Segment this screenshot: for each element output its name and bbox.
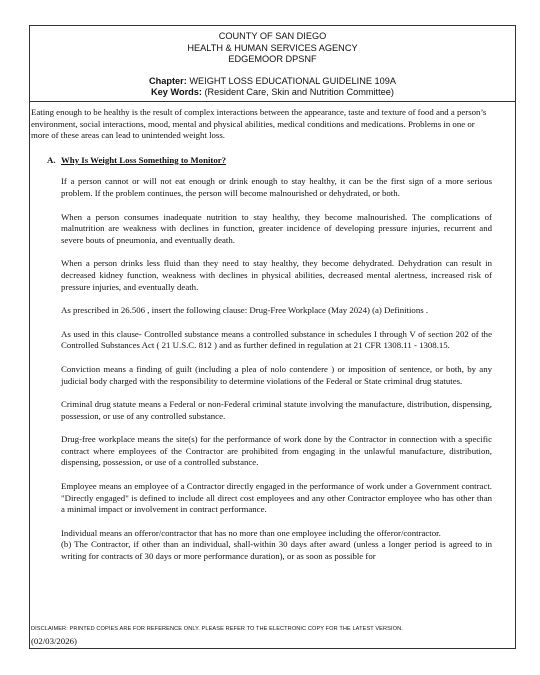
chapter-line <box>29 76 516 88</box>
keywords-text: (Resident Care, Skin and Nutrition Committee) <box>201 87 394 97</box>
paragraph: When a person consumes inadequate nutrition to stay healthy, they become malnourished. The complications of malnutrition are weakness with declines in function, greater incidence of developing pressure injuries, recurrent and severe bouts of pneumonia, and eventually death. <box>61 211 492 245</box>
paragraph: Employee means an employee of a Contractor directly engaged in the performance of work under a Government contract. "Directly engaged" is defined to include all direct cost employees and any other Contractor employee who has other than a minimal impact or involvement in contract performance. <box>61 481 492 515</box>
paragraph: Conviction means a finding of guilt (including a plea of nolo contendere ) or imposition of sentence, or both, by any judicial body charged with the responsibility to determine violations of the Federal or State criminal drug statutes. <box>61 363 492 386</box>
paragraph: As used in this clause- Controlled substance means a controlled substance in schedules I through V of section 202 of the Controlled Substances Act ( 21 U.S.C. 812 ) and as further defined in regulation at 21 CFR 1308.11 - 1308.15. <box>61 328 492 351</box>
document-header <box>29 31 516 99</box>
paragraph: If a person cannot or will not eat enough or drink enough to stay healthy, it can be the first sign of a more serious problem. If the problem continues, the person will become malnourished or dehydrated, or both. <box>61 176 492 198</box>
section-a-content <box>31 176 492 562</box>
section-heading <box>47 155 492 167</box>
section-title: Why Is Weight Loss Something to Monitor? <box>61 154 227 165</box>
disclaimer-text: DISCLAIMER: PRINTED COPIES ARE FOR REFERENCE ONLY. PLEASE REFER TO THE ELECTRONIC COPY FOR THE LATEST VERSION. <box>31 626 403 632</box>
paragraph: (b) The Contractor, if other than an individual, shall-within 30 days after award (unless a longer period is agreed to in writing for contracts of 30 days or more performance duration), or as soon as possible for <box>61 539 492 562</box>
agency-name: HEALTH & HUMAN SERVICES AGENCY <box>187 42 358 53</box>
header-divider <box>29 101 516 102</box>
intro-paragraph: Eating enough to be healthy is the result of complex interactions between the appearance, taste and texture of food and a person’s environment, social interactions, mood, mental and physical abilities, medical conditions and medications. Problems in one or more of these areas can lead to unintended weight loss. <box>31 107 487 141</box>
paragraph: Drug-free workplace means the site(s) for the performance of work done by the Contractor in connection with a specific contract where employees of the Contractor are prohibited from engaging in the unlawful manufacture, distribution, dispensing, possession, or use of a controlled substance. <box>61 434 492 468</box>
keywords-label: Key Words: <box>151 87 202 97</box>
section-letter: A. <box>47 154 56 165</box>
document-date: (02/03/2026) <box>31 636 77 646</box>
paragraph: Criminal drug statute means a Federal or non-Federal criminal statute involving the manufacture, distribution, dispensing, possession, or use of any controlled substance. <box>61 399 492 421</box>
keywords-line <box>29 87 516 99</box>
paragraph: Individual means an offeror/contractor that has no more than one employee including the offeror/contractor. <box>61 527 441 538</box>
chapter-label: Chapter: <box>149 75 187 86</box>
paragraph: As prescribed in 26.506 , insert the following clause: Drug-Free Workplace (May 2024) (a) Definitions . <box>61 305 429 316</box>
paragraph: When a person drinks less fluid than they need to stay healthy, they become dehydrated. Dehydration can result in decreased kidney function, weakness with declines in physical abilities, decreased mental alertness, increased risk of pressure injuries, and eventually death. <box>61 258 492 292</box>
chapter-title: WEIGHT LOSS EDUCATIONAL GUIDELINE 109A <box>186 75 396 86</box>
county-name: COUNTY OF SAN DIEGO <box>218 31 327 41</box>
document-body <box>31 107 492 563</box>
facility-name: EDGEMOOR DPSNF <box>228 54 317 64</box>
